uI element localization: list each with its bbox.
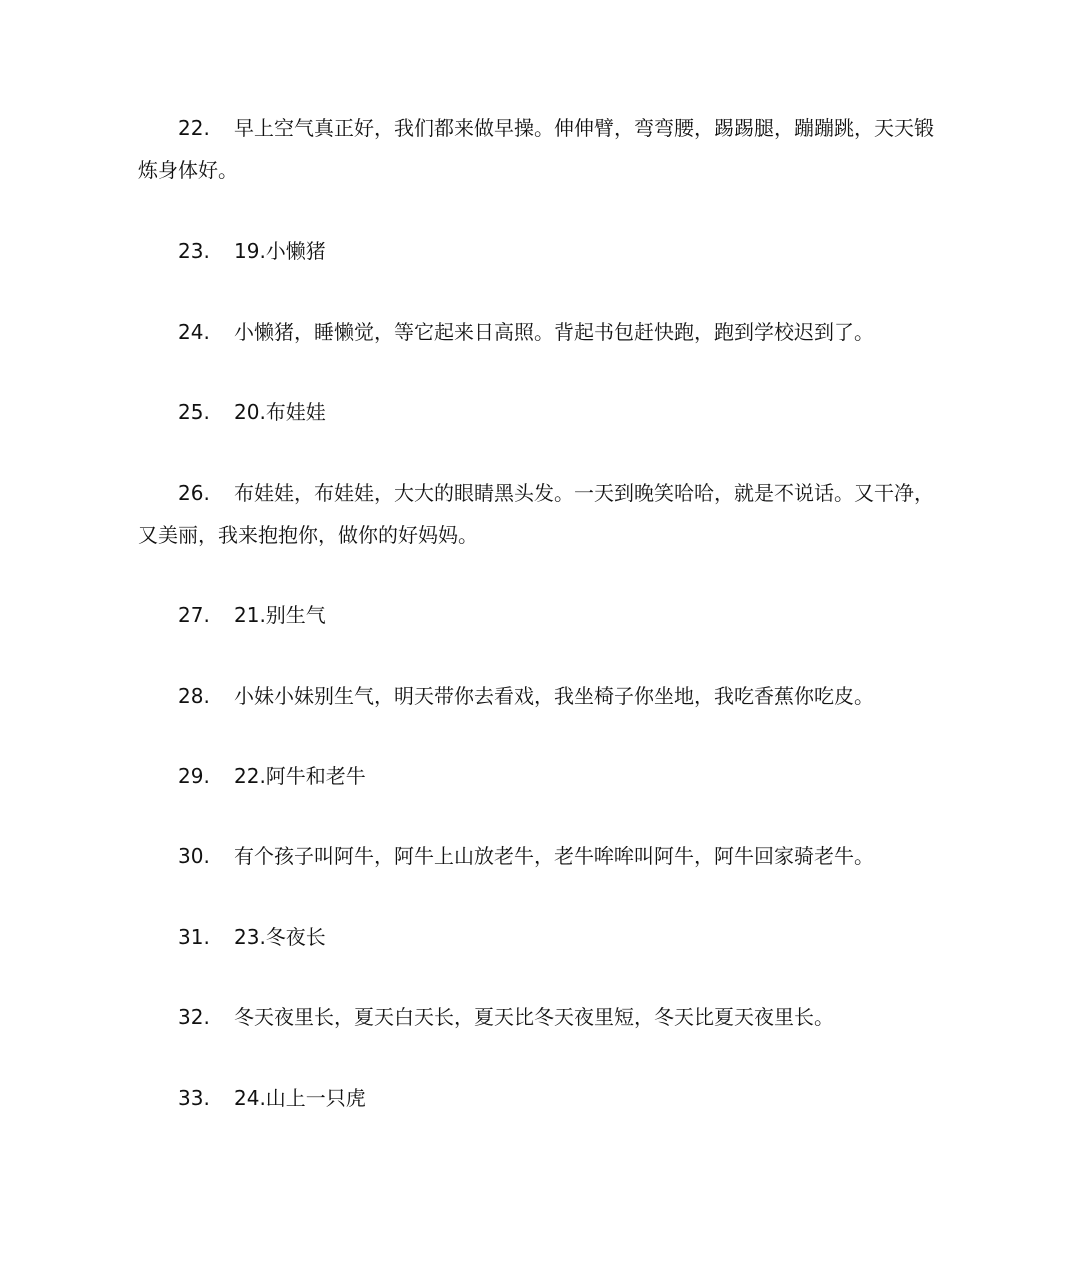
- list-item: [138, 675, 950, 717]
- item-number: 27.: [178, 603, 210, 627]
- item-text: 23.冬夜长: [234, 925, 326, 949]
- item-text: 小妹小妹别生气，明天带你去看戏，我坐椅子你坐地，我吃香蕉你吃皮。: [234, 684, 874, 708]
- list-item: [138, 391, 950, 433]
- item-number: 30.: [178, 844, 210, 868]
- item-text: 有个孩子叫阿牛，阿牛上山放老牛，老牛哞哞叫阿牛，阿牛回家骑老牛。: [234, 844, 874, 868]
- list-item: [138, 996, 950, 1038]
- item-number: 22.: [178, 116, 210, 140]
- item-text: 冬天夜里长，夏天白天长，夏天比冬天夜里短，冬天比夏天夜里长。: [234, 1005, 834, 1029]
- item-text: 21.别生气: [234, 603, 326, 627]
- list-item: [138, 1077, 950, 1119]
- item-number: 24.: [178, 320, 210, 344]
- item-number: 28.: [178, 684, 210, 708]
- item-text: 早上空气真正好，我们都来做早操。伸伸臂，弯弯腰，踢踢腿，蹦蹦跳，天天锻炼身体好。: [138, 116, 934, 182]
- list-item: [138, 230, 950, 272]
- item-text: 22.阿牛和老牛: [234, 764, 366, 788]
- list-item: [138, 916, 950, 958]
- item-text: 19.小懒猪: [234, 239, 326, 263]
- list-item: [138, 472, 950, 556]
- item-number: 32.: [178, 1005, 210, 1029]
- list-item: [138, 594, 950, 636]
- item-number: 25.: [178, 400, 210, 424]
- list-item: [138, 835, 950, 877]
- list-item: [138, 311, 950, 353]
- item-text: 布娃娃，布娃娃，大大的眼睛黑头发。一天到晚笑哈哈，就是不说话。又干净，又美丽，我来抱抱你，做你的好妈妈。: [138, 481, 934, 547]
- item-text: 小懒猪，睡懒觉，等它起来日高照。背起书包赶快跑，跑到学校迟到了。: [234, 320, 874, 344]
- item-number: 33.: [178, 1086, 210, 1110]
- item-number: 23.: [178, 239, 210, 263]
- item-text: 24.山上一只虎: [234, 1086, 366, 1110]
- item-text: 20.布娃娃: [234, 400, 326, 424]
- item-number: 26.: [178, 481, 210, 505]
- item-number: 31.: [178, 925, 210, 949]
- list-item: [138, 107, 950, 191]
- list-item: [138, 755, 950, 797]
- item-number: 29.: [178, 764, 210, 788]
